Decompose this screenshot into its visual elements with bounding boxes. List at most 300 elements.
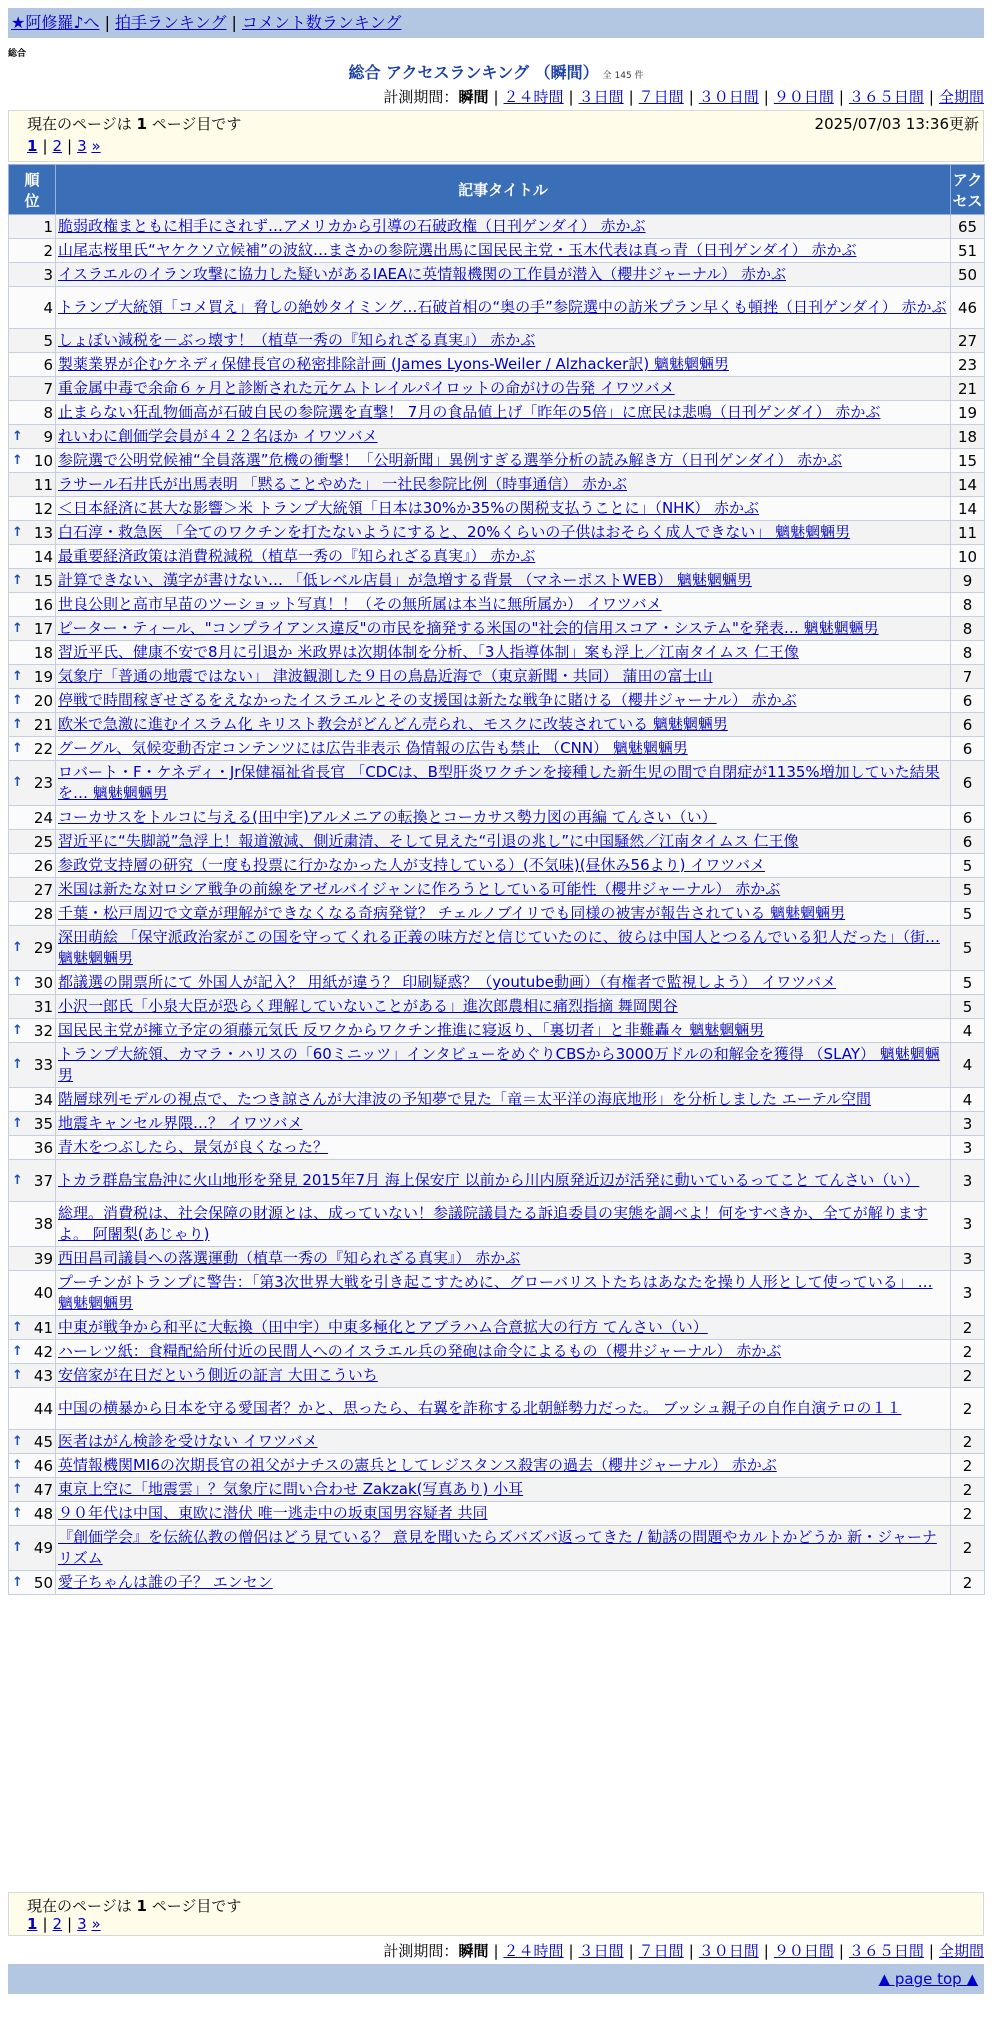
rank-cell (9, 287, 56, 329)
rank-up-arrow-icon: ↑ (12, 1505, 23, 1521)
article-link[interactable]: 地震キャンセル界隈…？ イワツバメ (58, 1114, 303, 1132)
table-row (9, 1043, 985, 1088)
table-row (9, 497, 985, 521)
period-link[interactable]: ２４時間 (503, 1942, 564, 1960)
table-row (9, 569, 985, 593)
article-link[interactable]: 参政党支持層の研究（一度も投票に行かなかった人が支持している）(不気味)(昼休み56より) イワツバメ (58, 856, 765, 874)
table-row (9, 1019, 985, 1043)
table-row (9, 1136, 985, 1160)
table-row (9, 926, 985, 971)
rank-cell (9, 1043, 56, 1088)
period-separator: | (838, 1942, 844, 1960)
title-cell (56, 1526, 951, 1571)
current-page-text: 現在のページは 1 ページ目です (27, 1897, 242, 1915)
rank-cell (9, 1340, 56, 1364)
table-row (9, 1526, 985, 1571)
rank-number: 50 (33, 1573, 53, 1592)
article-link[interactable]: れいわに創価学会員が４２２名ほか イワツバメ (58, 427, 378, 445)
title-cell (56, 1364, 951, 1388)
title-cell (56, 689, 951, 713)
page-link-2[interactable]: 2 (52, 137, 63, 155)
title-cell (56, 1202, 951, 1247)
table-row (9, 1112, 985, 1136)
rank-cell (9, 878, 56, 902)
rank-cell (9, 215, 56, 239)
article-link[interactable]: ピーター・ティール、"コンプライアンス違反"の市民を摘発する米国の"社会的信用スコア・システム"を発表… 魑魅魍魎男 (58, 619, 879, 637)
table-row (9, 1271, 985, 1316)
title-cell (56, 1316, 951, 1340)
rank-number: 35 (33, 1114, 53, 1133)
rank-cell (9, 830, 56, 854)
table-row (9, 1478, 985, 1502)
article-link[interactable]: 脆弱政権まともに相手にされず…アメリカから引導の石破政権（日刊ゲンダイ） 赤かぶ (58, 217, 646, 235)
rank-cell (9, 1430, 56, 1454)
table-row (9, 545, 985, 569)
rank-number: 5 (43, 331, 53, 350)
rank-cell (9, 995, 56, 1019)
rank-number: 42 (33, 1342, 53, 1361)
period-link[interactable]: ３日間 (578, 1942, 624, 1960)
period-current: 瞬間 (458, 1942, 489, 1960)
period-separator: | (628, 88, 634, 106)
article-link[interactable]: ハーレツ紙：食糧配給所付近の民間人へのイスラエル兵の発砲は命令によるもの（櫻井ジャーナル） 赤かぶ (58, 1342, 782, 1360)
rank-up-arrow-icon: ↑ (12, 1457, 23, 1473)
rank-number: 23 (33, 774, 53, 792)
article-link[interactable]: 都議選の開票所にて 外国人が記入？ 用紙が違う？ 印刷疑惑？（youtube動画）（有権者で監視しよう） イワツバメ (58, 973, 836, 991)
title-cell (56, 737, 951, 761)
article-link[interactable]: 国民民主党が擁立予定の須藤元気氏 反ワクからワクチン推進に寝返り、「裏切者」と非難轟々 魑魅魍魎男 (58, 1021, 765, 1039)
period-link[interactable]: ３日間 (578, 88, 624, 106)
article-link[interactable]: 千葉・松戸周辺で文章が理解ができなくなる奇病発覚？ チェルノブイリでも同様の被害が報告されている 魑魅魍魎男 (58, 904, 846, 922)
table-row (9, 449, 985, 473)
rank-cell (9, 1136, 56, 1160)
rank-number: 31 (33, 997, 53, 1016)
page-link-1[interactable]: 1 (27, 137, 38, 155)
access-count: 2 (951, 1502, 985, 1526)
title-cell (56, 641, 951, 665)
period-label: 計測期間： (383, 88, 459, 106)
rank-up-arrow-icon: ↑ (12, 1433, 23, 1449)
title-cell (56, 926, 951, 971)
access-count: 7 (951, 665, 985, 689)
article-link[interactable]: 計算できない、漢字が書けない… 「低レベル店員」が急増する背景 （マネーポストWEB） 魑魅魍魎男 (58, 571, 752, 589)
access-count: 3 (951, 1136, 985, 1160)
access-count: 23 (951, 353, 985, 377)
rank-number: 44 (33, 1399, 53, 1418)
period-separator: | (838, 88, 844, 106)
rank-number: 33 (33, 1056, 53, 1074)
article-link[interactable]: ロバート・F・ケネディ・Jr保健福祉省長官 「CDCは、B型肝炎ワクチンを接種した新生児の間で自閉症が1135%増加していた結果を… 魑魅魍魎男 (58, 763, 940, 802)
rank-cell (9, 854, 56, 878)
access-count: 27 (951, 329, 985, 353)
rank-cell (9, 737, 56, 761)
period-separator: | (493, 1942, 499, 1960)
rank-header-label: 順 位 (24, 170, 40, 210)
table-row (9, 1088, 985, 1112)
table-row (9, 665, 985, 689)
title-cell (56, 1430, 951, 1454)
article-link[interactable]: 中国の横暴から日本を守る愛国者？かと、思ったら、右翼を詐称する北朝鮮勢力だった。 ブッシュ親子の自作自演テロの１１ (58, 1399, 902, 1417)
page-title (0, 60, 992, 83)
table-row (9, 1571, 985, 1595)
rank-cell (9, 353, 56, 377)
rank-number: 4 (43, 298, 53, 317)
title-cell (56, 263, 951, 287)
table-row (9, 761, 985, 806)
table-row (9, 329, 985, 353)
article-link[interactable]: 西田昌司議員への落選運動（植草一秀の『知られざる真実』） 赤かぶ (58, 1249, 521, 1267)
article-link[interactable]: 参院選で公明党候補“全員落選”危機の衝撃！「公明新聞」異例すぎる選挙分析の読み解き方（日刊ゲンダイ） 赤かぶ (58, 451, 843, 469)
column-header-count (951, 165, 985, 215)
access-count: 19 (951, 401, 985, 425)
access-count: 3 (951, 1271, 985, 1316)
period-separator: | (568, 1942, 574, 1960)
title-cell (56, 1247, 951, 1271)
article-link[interactable]: トカラ群島宝島沖に火山地形を発見 2015年7月 海上保安庁 以前から川内原発近辺が活発に動いているってこと てんさい（い） (58, 1171, 920, 1189)
access-count: 5 (951, 995, 985, 1019)
article-link[interactable]: 世良公則と高市早苗のツーショット写真！！（その無所属は本当に無所属か） イワツバメ (58, 595, 662, 613)
article-link[interactable]: 安倍家が在日だという側近の証言 大田こういち (58, 1366, 378, 1384)
table-row (9, 1430, 985, 1454)
page-link-2[interactable]: 2 (52, 1915, 63, 1933)
article-link[interactable]: しょぼい減税を－ぶっ壊す！（植草一秀の『知られざる真実』） 赤かぶ (58, 331, 536, 349)
article-link[interactable]: 停戦で時間稼ぎせざるをえなかったイスラエルとその支援国は新たな戦争に賭ける（櫻井ジャーナル） 赤かぶ (58, 691, 797, 709)
article-link[interactable]: 山尾志桜里氏“ヤケクソ立候補”の波紋…まさかの参院選出馬に国民民主党・玉木代表は真っ青（日刊ゲンダイ） 赤かぶ (58, 241, 857, 259)
table-row (9, 830, 985, 854)
title-cell (56, 1571, 951, 1595)
ranking-table (8, 164, 985, 1595)
rank-number: 14 (33, 547, 53, 566)
period-link[interactable]: ９０日間 (773, 88, 834, 106)
period-selector-top (383, 86, 984, 107)
rank-up-arrow-icon: ↑ (12, 974, 23, 990)
article-link[interactable]: 愛子ちゃんは誰の子？ エンセン (58, 1573, 273, 1591)
table-row (9, 1340, 985, 1364)
title-cell (56, 830, 951, 854)
access-count: 2 (951, 1526, 985, 1571)
period-separator: | (688, 88, 694, 106)
article-link[interactable]: 深田萌絵 「保守派政治家がこの国を守ってくれる正義の味方だと信じていたのに、彼らは中国人とつるんでいる犯人だった」（街… 魑魅魍魎男 (58, 928, 940, 967)
access-count: 3 (951, 1247, 985, 1271)
page-info-bottom (8, 1892, 984, 1936)
period-separator: | (628, 1942, 634, 1960)
rank-number: 36 (33, 1138, 53, 1157)
total-count: 全 145 件 (602, 71, 644, 81)
table-row (9, 617, 985, 641)
article-link[interactable]: 青木をつぶしたら、景気が良くなった？ (58, 1138, 329, 1156)
article-link[interactable]: 英情報機関MI6の次期長官の祖父がナチスの憲兵としてレジスタンス殺害の過去（櫻井ジャーナル） 赤かぶ (58, 1456, 777, 1474)
access-count: 9 (951, 569, 985, 593)
nav-separator: | (104, 13, 110, 32)
title-cell (56, 593, 951, 617)
access-count: 5 (951, 926, 985, 971)
article-link[interactable]: 『創価学会』を伝統仏教の僧侶はどう見ている？ 意見を聞いたらズバズバ返ってきた / 勧誘の問題やカルトかどうか 新・ジャーナリズム (58, 1528, 937, 1567)
access-count: 51 (951, 239, 985, 263)
rank-number: 22 (33, 739, 53, 758)
article-link[interactable]: プーチンがトランプに警告：「第3次世界大戦を引き起こすために、グローバリストたちはあなたを操り人形として使っている」 … 魑魅魍魎男 (58, 1273, 933, 1312)
table-row (9, 854, 985, 878)
page-link-3[interactable]: 3 (77, 1915, 87, 1933)
rank-cell (9, 689, 56, 713)
next-page-link[interactable]: » (91, 1915, 101, 1933)
period-separator: | (928, 1942, 934, 1960)
article-link[interactable]: グーグル、気候変動否定コンテンツには広告非表示 偽情報の広告も禁止 （CNN） 魑魅魍魎男 (58, 739, 688, 757)
article-link[interactable]: 気象庁「普通の地震ではない」 津波観測した９日の鳥島近海で（東京新聞・共同） 蒲田の富士山 (58, 667, 713, 685)
period-link[interactable]: ７日間 (638, 88, 684, 106)
page-link-1[interactable]: 1 (27, 1915, 38, 1933)
rank-number: 24 (33, 808, 53, 827)
page-link-3[interactable]: 3 (77, 137, 87, 155)
table-row (9, 239, 985, 263)
ranking-title: 総合 アクセスランキング （瞬間） (348, 63, 599, 82)
rank-number: 20 (33, 691, 53, 710)
rank-cell (9, 1271, 56, 1316)
rank-number: 16 (33, 595, 53, 614)
rank-cell (9, 713, 56, 737)
rank-up-arrow-icon: ↑ (12, 1343, 23, 1359)
period-label: 計測期間： (383, 1942, 459, 1960)
clap-ranking-link[interactable]: 拍手ランキング (114, 13, 227, 32)
period-selector-bottom (383, 1940, 984, 1961)
access-count: 5 (951, 902, 985, 926)
article-link[interactable]: トランプ大統領「コメ買え」脅しの絶妙タイミング…石破首相の“奥の手”参院選中の訪米プラン早くも頓挫（日刊ゲンダイ） 赤かぶ (58, 298, 947, 316)
rank-cell (9, 1202, 56, 1247)
table-row (9, 1502, 985, 1526)
rank-number: 46 (33, 1456, 53, 1475)
rank-cell (9, 521, 56, 545)
table-row (9, 1247, 985, 1271)
period-link[interactable]: ９０日間 (773, 1942, 834, 1960)
rank-number: 28 (33, 904, 53, 923)
title-cell (56, 569, 951, 593)
table-row (9, 287, 985, 329)
article-link[interactable]: 重金属中毒で余命６ヶ月と診断された元ケムトレイルパイロットの命がけの告発 イワツバメ (58, 379, 675, 397)
rank-cell (9, 1478, 56, 1502)
period-link[interactable]: ７日間 (638, 1942, 684, 1960)
period-link[interactable]: 全期間 (938, 1942, 984, 1960)
rank-number: 11 (33, 475, 53, 494)
article-link[interactable]: 白石淳・救急医 「全てのワクチンを打たないようにすると、20%くらいの子供はおそらく成人できない」 魑魅魍魎男 (58, 523, 851, 541)
rank-cell (9, 617, 56, 641)
access-count: 2 (951, 1316, 985, 1340)
rank-up-arrow-icon: ↑ (12, 524, 23, 540)
rank-up-arrow-icon: ↑ (12, 1172, 23, 1188)
article-link[interactable]: ＜日本経済に甚大な影響＞米 トランプ大統領「日本は30%か35%の関税支払うことに」（NHK） 赤かぶ (58, 499, 760, 517)
period-link[interactable]: ２４時間 (503, 88, 564, 106)
article-link[interactable]: ９０年代は中国、東欧に潜伏 唯一逃走中の坂東国男容疑者 共同 (58, 1504, 488, 1522)
rank-cell (9, 1364, 56, 1388)
rank-up-arrow-icon: ↑ (12, 1115, 23, 1131)
next-page-link[interactable]: » (91, 137, 101, 155)
period-link[interactable]: ３０日間 (698, 88, 759, 106)
current-page-text: 現在のページは 1 ページ目です (27, 115, 242, 133)
category-label: 総合 (8, 49, 27, 59)
home-link[interactable]: ★阿修羅♪へ (11, 13, 100, 32)
table-row (9, 473, 985, 497)
article-link[interactable]: 階層球列モデルの視点で、たつき諒さんが大津波の予知夢で見た「竜＝太平洋の海底地形」を分析しました エーテル空間 (58, 1090, 871, 1108)
access-count: 4 (951, 1043, 985, 1088)
period-link[interactable]: 全期間 (938, 88, 984, 106)
rank-cell (9, 239, 56, 263)
access-count: 6 (951, 761, 985, 806)
rank-number: 45 (33, 1432, 53, 1451)
rank-number: 37 (33, 1171, 53, 1190)
rank-up-arrow-icon: ↑ (12, 572, 23, 588)
count-header-label: アク セス (952, 170, 983, 210)
table-row (9, 263, 985, 287)
rank-cell (9, 641, 56, 665)
article-link[interactable]: イスラエルのイラン攻撃に協力した疑いがあるIAEAに英情報機関の工作員が潜入（櫻井ジャーナル） 赤かぶ (58, 265, 786, 283)
rank-cell (9, 1160, 56, 1202)
rank-number: 2 (43, 241, 53, 260)
access-count: 2 (951, 1478, 985, 1502)
table-row (9, 878, 985, 902)
access-count: 8 (951, 617, 985, 641)
access-count: 3 (951, 1112, 985, 1136)
top-navigation (8, 8, 984, 38)
rank-cell (9, 1019, 56, 1043)
period-link[interactable]: ３０日間 (698, 1942, 759, 1960)
access-count: 2 (951, 1388, 985, 1430)
article-link[interactable]: 習近平氏、健康不安で8月に引退か 米政界は次期体制を分析、「3人指導体制」案も浮上／江南タイムス 仁王像 (58, 643, 799, 661)
comment-ranking-link[interactable]: コメント数ランキング (241, 13, 402, 32)
article-link[interactable]: トランプ大統領、カマラ・ハリスの「60ミニッツ」インタビューをめぐりCBSから3000万ドルの和解金を獲得 （SLAY） 魑魅魍魎男 (58, 1045, 940, 1084)
title-cell (56, 617, 951, 641)
page-top-link[interactable]: ▲ page top ▲ (878, 1970, 978, 1988)
rank-cell (9, 545, 56, 569)
page-separator: | (42, 137, 48, 155)
article-link[interactable]: 製薬業界が企むケネディ保健長官の秘密排除計画 (James Lyons-Weiler / Alzhacker訳) 魑魅魍魎男 (58, 355, 729, 373)
title-cell (56, 521, 951, 545)
article-link[interactable]: 東京上空に「地震雲」？気象庁に問い合わせ Zakzak(写真あり) 小耳 (58, 1480, 524, 1498)
title-cell (56, 1388, 951, 1430)
table-row (9, 425, 985, 449)
access-count: 5 (951, 878, 985, 902)
rank-cell (9, 401, 56, 425)
article-link[interactable]: 欧米で急激に進むイスラム化 キリスト教会がどんどん売られ、モスクに改装されている 魑魅魍魎男 (58, 715, 728, 733)
period-separator: | (928, 88, 934, 106)
period-link[interactable]: ３６５日間 (848, 88, 924, 106)
column-header-title: 記事タイトル (56, 165, 951, 215)
rank-number: 1 (43, 217, 53, 236)
rank-up-arrow-icon: ↑ (12, 452, 23, 468)
title-cell (56, 1019, 951, 1043)
access-count: 50 (951, 263, 985, 287)
rank-cell (9, 263, 56, 287)
table-row (9, 1316, 985, 1340)
rank-cell (9, 971, 56, 995)
rank-cell (9, 761, 56, 806)
rank-number: 7 (43, 379, 53, 398)
access-count: 2 (951, 1571, 985, 1595)
article-link[interactable]: ラサール石井氏が出馬表明 「黙ることやめた」 一社民参院比例（時事通信） 赤かぶ (58, 475, 628, 493)
rank-number: 25 (33, 832, 53, 851)
title-cell (56, 377, 951, 401)
article-link[interactable]: 総理。消費税は、社会保障の財源とは、成っていない！参議院議員たる訴追委員の実態を調べよ！何をすべきか、全てが解りますよ。 阿闍梨(あじゃり) (58, 1204, 928, 1243)
title-cell (56, 971, 951, 995)
title-cell (56, 878, 951, 902)
rank-cell (9, 1571, 56, 1595)
access-count: 14 (951, 497, 985, 521)
rank-cell (9, 806, 56, 830)
table-row (9, 401, 985, 425)
access-count: 14 (951, 473, 985, 497)
rank-cell (9, 377, 56, 401)
page-separator: | (42, 1915, 48, 1933)
title-cell (56, 1271, 951, 1316)
rank-cell (9, 1088, 56, 1112)
title-cell (56, 545, 951, 569)
rank-number: 13 (33, 523, 53, 542)
table-row (9, 593, 985, 617)
rank-cell (9, 1502, 56, 1526)
rank-number: 10 (33, 451, 53, 470)
table-row (9, 713, 985, 737)
rank-number: 12 (33, 499, 53, 518)
access-count: 46 (951, 287, 985, 329)
title-cell (56, 902, 951, 926)
rank-number: 17 (33, 619, 53, 638)
period-separator: | (763, 1942, 769, 1960)
rank-number: 8 (43, 403, 53, 422)
table-row (9, 641, 985, 665)
rank-number: 39 (33, 1249, 53, 1268)
access-count: 15 (951, 449, 985, 473)
rank-up-arrow-icon: ↑ (12, 668, 23, 684)
nav-separator: | (231, 13, 237, 32)
rank-cell (9, 569, 56, 593)
title-cell (56, 239, 951, 263)
table-row (9, 1202, 985, 1247)
article-link[interactable]: 習近平に“失脚説”急浮上！報道激減、側近粛清、そして見えた“引退の兆し”に中国騒然／江南タイムス 仁王像 (58, 832, 799, 850)
rank-cell (9, 1526, 56, 1571)
article-link[interactable]: 中東が戦争から和平に大転換（田中宇）中東多極化とアブラハム合意拡大の行方 てんさい（い） (58, 1318, 708, 1336)
article-link[interactable]: 最重要経済政策は消費税減税（植草一秀の『知られざる真実』） 赤かぶ (58, 547, 536, 565)
rank-number: 19 (33, 667, 53, 686)
table-row (9, 1388, 985, 1430)
page-info-top (8, 110, 984, 162)
access-count: 8 (951, 641, 985, 665)
rank-number: 9 (43, 427, 53, 446)
title-cell (56, 1340, 951, 1364)
rank-number: 6 (43, 355, 53, 374)
page-separator: | (67, 137, 73, 155)
access-count: 6 (951, 713, 985, 737)
rank-up-arrow-icon: ↑ (12, 1022, 23, 1038)
rank-number: 40 (33, 1284, 53, 1302)
article-link[interactable]: 止まらない狂乱物価高が石破自民の参院選を直撃！ 7月の食品値上げ「昨年の5倍」に庶民は悲鳴（日刊ゲンダイ） 赤かぶ (58, 403, 881, 421)
rank-up-arrow-icon: ↑ (12, 1057, 23, 1072)
table-row (9, 971, 985, 995)
access-count: 3 (951, 1202, 985, 1247)
title-cell (56, 473, 951, 497)
article-link[interactable]: コーカサスをトルコに与える(田中宇)アルメニアの転換とコーカサス勢力図の再編 てんさい（い） (58, 808, 717, 826)
title-cell (56, 1478, 951, 1502)
table-row (9, 737, 985, 761)
title-cell (56, 1112, 951, 1136)
article-link[interactable]: 医者はがん検診を受けない イワツバメ (58, 1432, 318, 1450)
rank-up-arrow-icon: ↑ (12, 716, 23, 732)
period-link[interactable]: ３６５日間 (848, 1942, 924, 1960)
title-cell (56, 449, 951, 473)
article-link[interactable]: 小沢一郎氏「小泉大臣が恐らく理解していないことがある」進次郎農相に痛烈指摘 舞岡関谷 (58, 997, 678, 1015)
access-count: 2 (951, 1430, 985, 1454)
rank-up-arrow-icon: ↑ (12, 1574, 23, 1590)
rank-number: 41 (33, 1318, 53, 1337)
title-cell (56, 1160, 951, 1202)
access-count: 2 (951, 1364, 985, 1388)
article-link[interactable]: 米国は新たな対ロシア戦争の前線をアゼルバイジャンに作ろうとしている可能性（櫻井ジャーナル） 赤かぶ (58, 880, 781, 898)
